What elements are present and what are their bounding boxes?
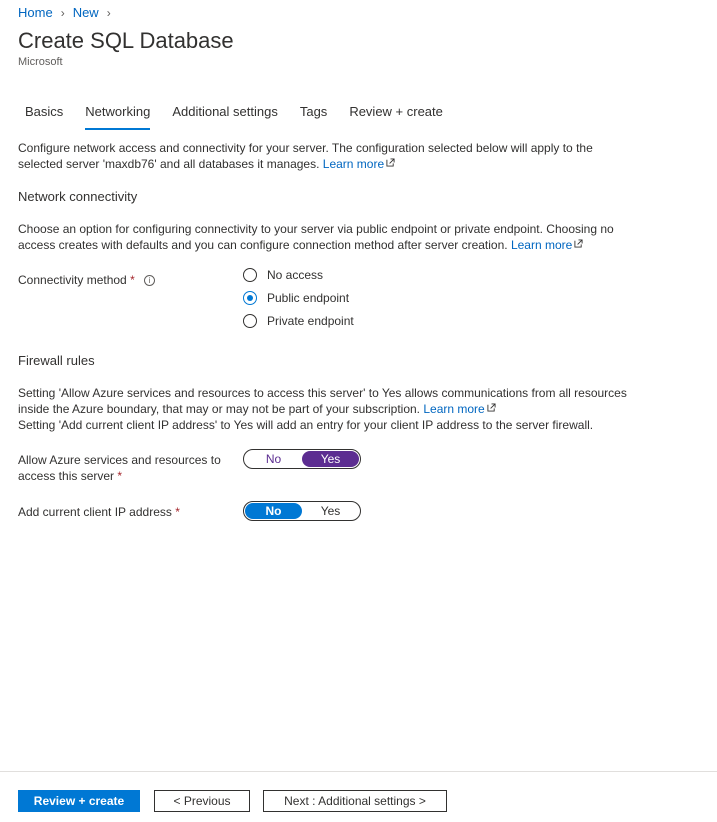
- radio-label: No access: [267, 268, 324, 282]
- footer-divider: [0, 771, 717, 772]
- toggle-option-no[interactable]: No: [265, 452, 282, 466]
- toggle-option-yes-selected[interactable]: Yes: [302, 451, 359, 467]
- client-ip-toggle[interactable]: [243, 501, 361, 521]
- tab-tags[interactable]: Tags: [299, 104, 328, 119]
- tab-review-create[interactable]: Review + create: [349, 104, 443, 119]
- tab-networking[interactable]: Networking: [85, 104, 150, 128]
- breadcrumb-new-link[interactable]: New: [72, 5, 99, 20]
- tab-basics[interactable]: Basics: [25, 104, 64, 119]
- chevron-right-icon: ›: [60, 5, 65, 20]
- network-connectivity-description: Choose an option for configuring connectivity to your server via public endpoint or private endpoint. Choosing no access creates with defaults and you can configure connection method after server creation.: [18, 222, 614, 252]
- radio-public-endpoint[interactable]: [243, 291, 349, 305]
- toggle-option-no-selected[interactable]: No: [245, 503, 302, 519]
- info-icon[interactable]: i: [144, 275, 155, 286]
- breadcrumb: [18, 5, 119, 20]
- external-link-icon: [386, 158, 395, 167]
- intro-text: [18, 140, 638, 172]
- page-subtitle: Microsoft: [18, 56, 63, 68]
- breadcrumb-home-link[interactable]: Home: [18, 5, 53, 20]
- radio-label: Private endpoint: [267, 314, 354, 328]
- allow-azure-text: Allow Azure services and resources to access this server: [18, 453, 221, 483]
- firewall-learn-more-link[interactable]: Learn more: [423, 402, 485, 416]
- radio-label: Public endpoint: [267, 291, 350, 305]
- intro-description: Configure network access and connectivity for your server. The configuration selected below will apply to the selected server 'maxdb76' and all databases it manages.: [18, 141, 593, 171]
- radio-button[interactable]: [243, 314, 257, 328]
- radio-button-checked[interactable]: [243, 291, 257, 305]
- client-ip-label: [18, 504, 180, 520]
- allow-azure-label: [18, 452, 233, 484]
- connectivity-method-text: Connectivity method: [18, 273, 127, 287]
- intro-learn-more-link[interactable]: Learn more: [322, 157, 385, 171]
- tab-bar: [25, 104, 465, 128]
- next-additional-settings-button[interactable]: Next : Additional settings >: [263, 790, 447, 812]
- client-ip-text: Add current client IP address: [18, 505, 172, 519]
- radio-no-access[interactable]: [243, 268, 323, 282]
- external-link-icon: [487, 403, 496, 412]
- tab-additional-settings[interactable]: Additional settings: [172, 104, 278, 119]
- firewall-text: [18, 385, 648, 433]
- page-title: Create SQL Database: [18, 28, 234, 53]
- radio-button[interactable]: [243, 268, 257, 282]
- required-marker: *: [130, 273, 135, 287]
- network-connectivity-text: [18, 221, 648, 253]
- firewall-description-1: Setting 'Allow Azure services and resources to access this server' to Yes allows communications from all resources inside the Azure boundary, that may or may not be part of your subscription.: [18, 386, 627, 416]
- connectivity-method-label: [18, 272, 155, 288]
- firewall-rules-heading: Firewall rules: [18, 353, 95, 368]
- allow-azure-toggle[interactable]: [243, 449, 361, 469]
- chevron-right-icon: ›: [106, 5, 111, 20]
- toggle-option-yes[interactable]: Yes: [320, 504, 341, 518]
- review-create-button[interactable]: Review + create: [18, 790, 140, 812]
- firewall-description-2: Setting 'Add current client IP address' to Yes will add an entry for your client IP address to the server firewall.: [18, 418, 594, 432]
- network-connectivity-heading: Network connectivity: [18, 189, 138, 204]
- external-link-icon: [574, 239, 583, 248]
- required-marker: *: [117, 469, 123, 483]
- radio-private-endpoint[interactable]: [243, 314, 354, 328]
- previous-button[interactable]: < Previous: [154, 790, 250, 812]
- network-learn-more-link[interactable]: Learn more: [510, 238, 573, 252]
- required-marker: *: [175, 505, 180, 519]
